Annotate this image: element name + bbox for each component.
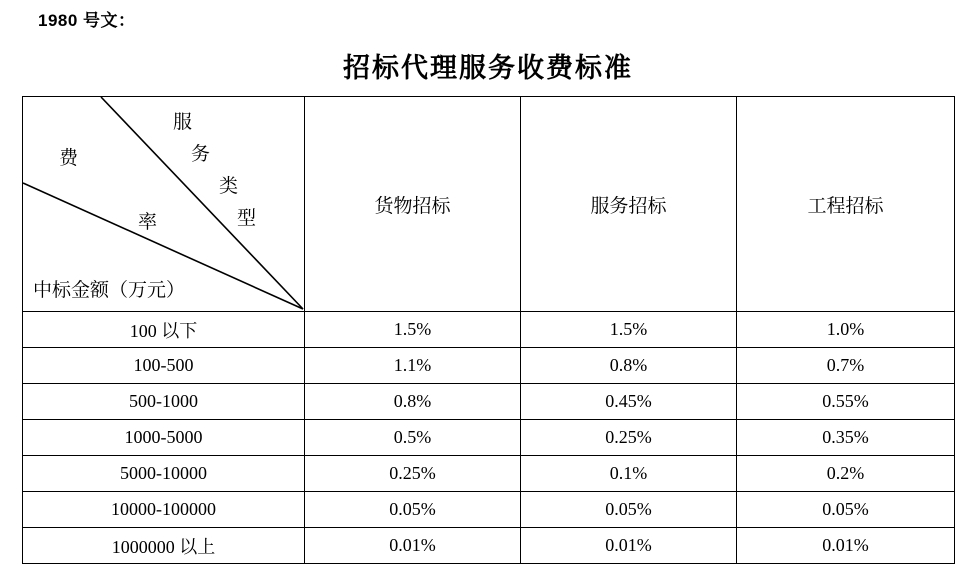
row-value-goods: 0.8% xyxy=(305,384,521,420)
row-label: 100 以下 xyxy=(23,312,305,348)
corner-label-wu: 务 xyxy=(191,144,211,165)
row-value-service: 0.1% xyxy=(521,456,737,492)
page-title: 招标代理服务收费标准 xyxy=(343,53,633,83)
table-row xyxy=(23,456,955,492)
document-note: 1980 号文： xyxy=(38,11,136,30)
corner-label-rate: 率 xyxy=(138,212,158,233)
row-label: 500-1000 xyxy=(23,384,305,420)
corner-label-fee: 费 xyxy=(59,148,79,169)
table-row xyxy=(23,312,955,348)
row-label: 100-500 xyxy=(23,348,305,384)
fee-table-container xyxy=(22,96,954,564)
corner-label-amount: 中标金额（万元） xyxy=(33,280,186,301)
table-header-row xyxy=(23,97,955,312)
table-row xyxy=(23,420,955,456)
corner-label-xing: 型 xyxy=(237,208,257,229)
row-value-engineering: 0.35% xyxy=(737,420,955,456)
row-label: 1000-5000 xyxy=(23,420,305,456)
row-value-engineering: 0.7% xyxy=(737,348,955,384)
column-header-service: 服务招标 xyxy=(521,97,737,312)
row-value-service: 0.8% xyxy=(521,348,737,384)
row-value-goods: 0.01% xyxy=(305,528,521,564)
row-label: 10000-100000 xyxy=(23,492,305,528)
corner-label-service: 服 xyxy=(173,112,193,133)
row-value-service: 0.25% xyxy=(521,420,737,456)
row-value-service: 0.05% xyxy=(521,492,737,528)
row-value-service: 0.01% xyxy=(521,528,737,564)
table-row xyxy=(23,528,955,564)
row-value-goods: 0.5% xyxy=(305,420,521,456)
row-value-service: 0.45% xyxy=(521,384,737,420)
row-value-engineering: 0.2% xyxy=(737,456,955,492)
row-value-goods: 1.5% xyxy=(305,312,521,348)
table-row xyxy=(23,348,955,384)
row-value-goods: 0.25% xyxy=(305,456,521,492)
row-value-engineering: 0.55% xyxy=(737,384,955,420)
column-header-engineering: 工程招标 xyxy=(737,97,955,312)
corner-label-lei: 类 xyxy=(219,176,239,197)
row-value-engineering: 0.05% xyxy=(737,492,955,528)
row-value-service: 1.5% xyxy=(521,312,737,348)
table-row xyxy=(23,492,955,528)
row-value-engineering: 0.01% xyxy=(737,528,955,564)
row-label: 5000-10000 xyxy=(23,456,305,492)
column-header-goods: 货物招标 xyxy=(305,97,521,312)
row-label: 1000000 以上 xyxy=(23,528,305,564)
row-value-engineering: 1.0% xyxy=(737,312,955,348)
table-row xyxy=(23,384,955,420)
fee-table xyxy=(22,96,955,564)
table-corner-header xyxy=(23,97,305,312)
row-value-goods: 1.1% xyxy=(305,348,521,384)
row-value-goods: 0.05% xyxy=(305,492,521,528)
